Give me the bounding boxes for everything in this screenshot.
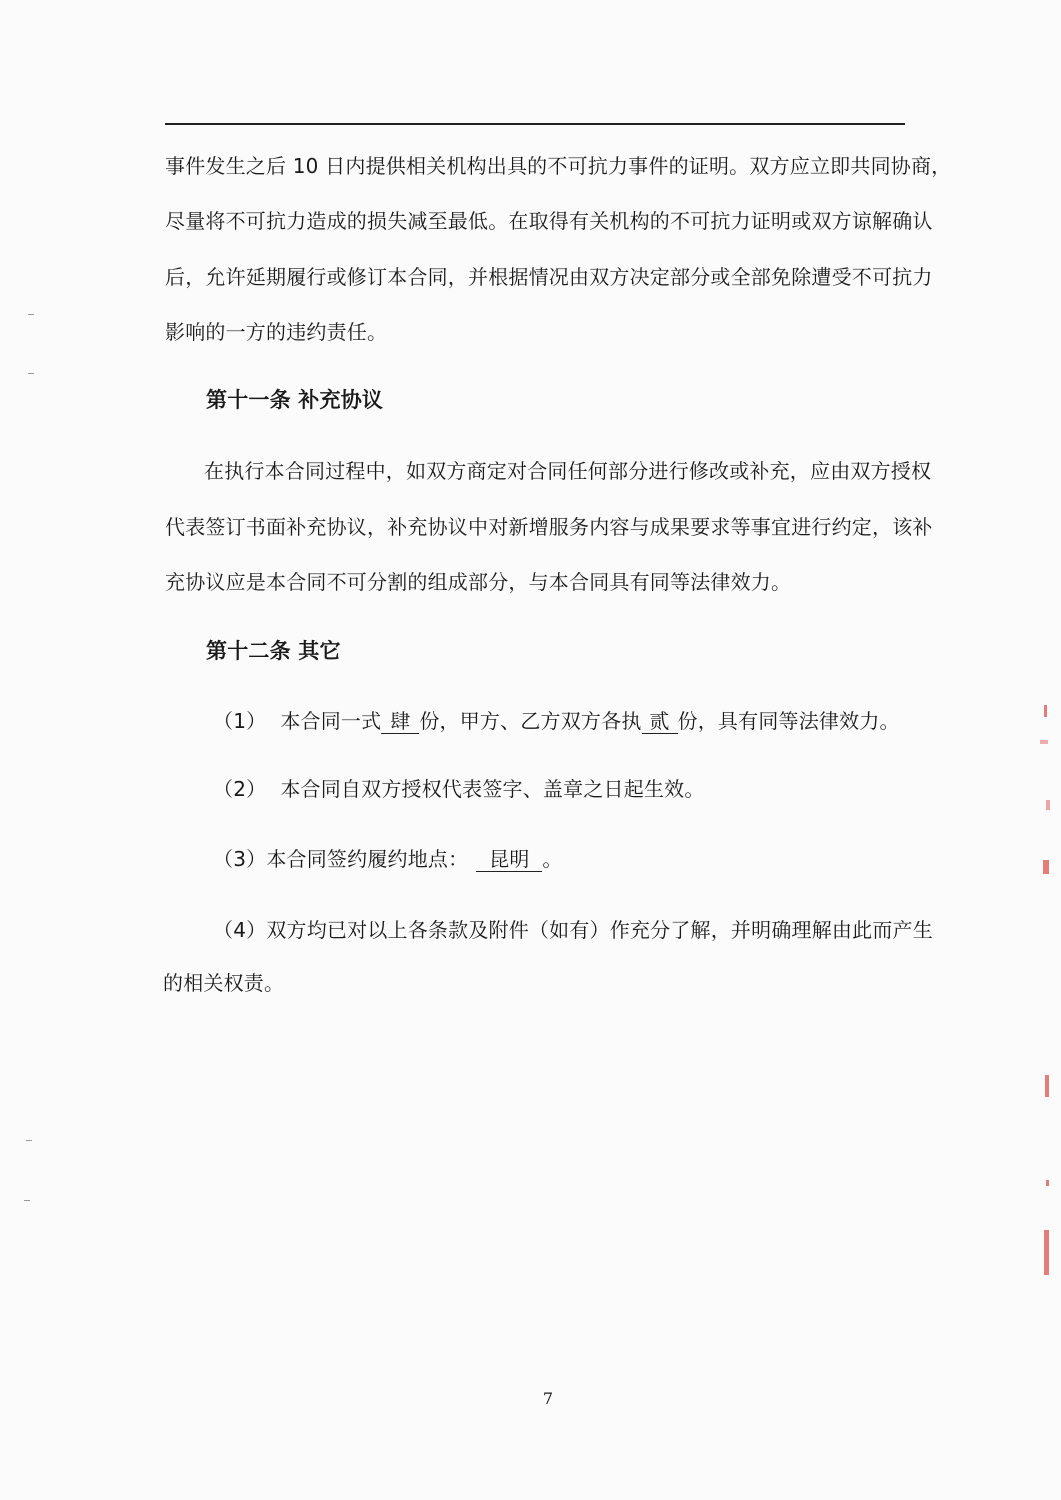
margin-mark [26, 1140, 32, 1141]
clause-item-2 [213, 775, 705, 803]
margin-mark [24, 1200, 30, 1201]
margin-mark [28, 373, 34, 374]
item-text: 本合同一式 [280, 709, 382, 733]
copies-total-field: 肆 [381, 709, 419, 734]
clause-item-4: （4）双方均已对以上各条款及附件（如有）作充分了解，并明确理解由此而产生 [213, 918, 933, 942]
paragraph-line: 影响的一方的违约责任。 [165, 320, 388, 344]
seal-fragment [1044, 1230, 1049, 1275]
seal-fragment [1046, 1180, 1049, 1186]
paragraph-line: 后，允许延期履行或修订本合同，并根据情况由双方决定部分或全部免除遭受不可抗力 [165, 265, 933, 289]
clause-item-4-continued: 的相关权责。 [163, 971, 285, 995]
item-text: 。 [542, 847, 563, 871]
article-11-heading: 第十一条 补充协议 [206, 388, 384, 412]
seal-fragment [1044, 705, 1047, 717]
page-number: 7 [542, 1389, 554, 1408]
seal-fragment [1045, 1075, 1049, 1097]
copies-each-field: 贰 [642, 709, 678, 734]
article-12-heading: 第十二条 其它 [206, 639, 341, 663]
paragraph-line: 充协议应是本合同不可分割的组成部分，与本合同具有同等法律效力。 [165, 570, 792, 594]
item-text: 本合同自双方授权代表签字、盖章之日起生效。 [280, 777, 705, 801]
paragraph-line: 在执行本合同过程中，如双方商定对合同任何部分进行修改或补充，应由双方授权 [204, 459, 932, 483]
signing-place-field: 昆明 [476, 847, 542, 872]
header-rule [165, 123, 905, 125]
item-text: 份，甲方、乙方双方各执 [419, 709, 642, 733]
clause-item-1 [213, 707, 900, 735]
item-text: 份，具有同等法律效力。 [677, 709, 900, 733]
seal-fragment [1046, 800, 1050, 810]
paragraph-line: 事件发生之后 10 日内提供相关机构出具的不可抗力事件的证明。双方应立即共同协商， [165, 154, 952, 178]
clause-item-3 [213, 845, 563, 873]
item-number: （1） [213, 709, 267, 733]
margin-mark [28, 314, 34, 315]
paragraph-line: 尽量将不可抗力造成的损失减至最低。在取得有关机构的不可抗力证明或双方谅解确认 [165, 209, 933, 233]
item-number: （2） [213, 777, 267, 801]
item-text: （3）本合同签约履约地点： [213, 847, 469, 871]
paragraph-line: 代表签订书面补充协议，补充协议中对新增服务内容与成果要求等事宜进行约定，该补 [165, 515, 933, 539]
seal-fragment [1040, 740, 1048, 744]
seal-fragment [1043, 860, 1049, 874]
